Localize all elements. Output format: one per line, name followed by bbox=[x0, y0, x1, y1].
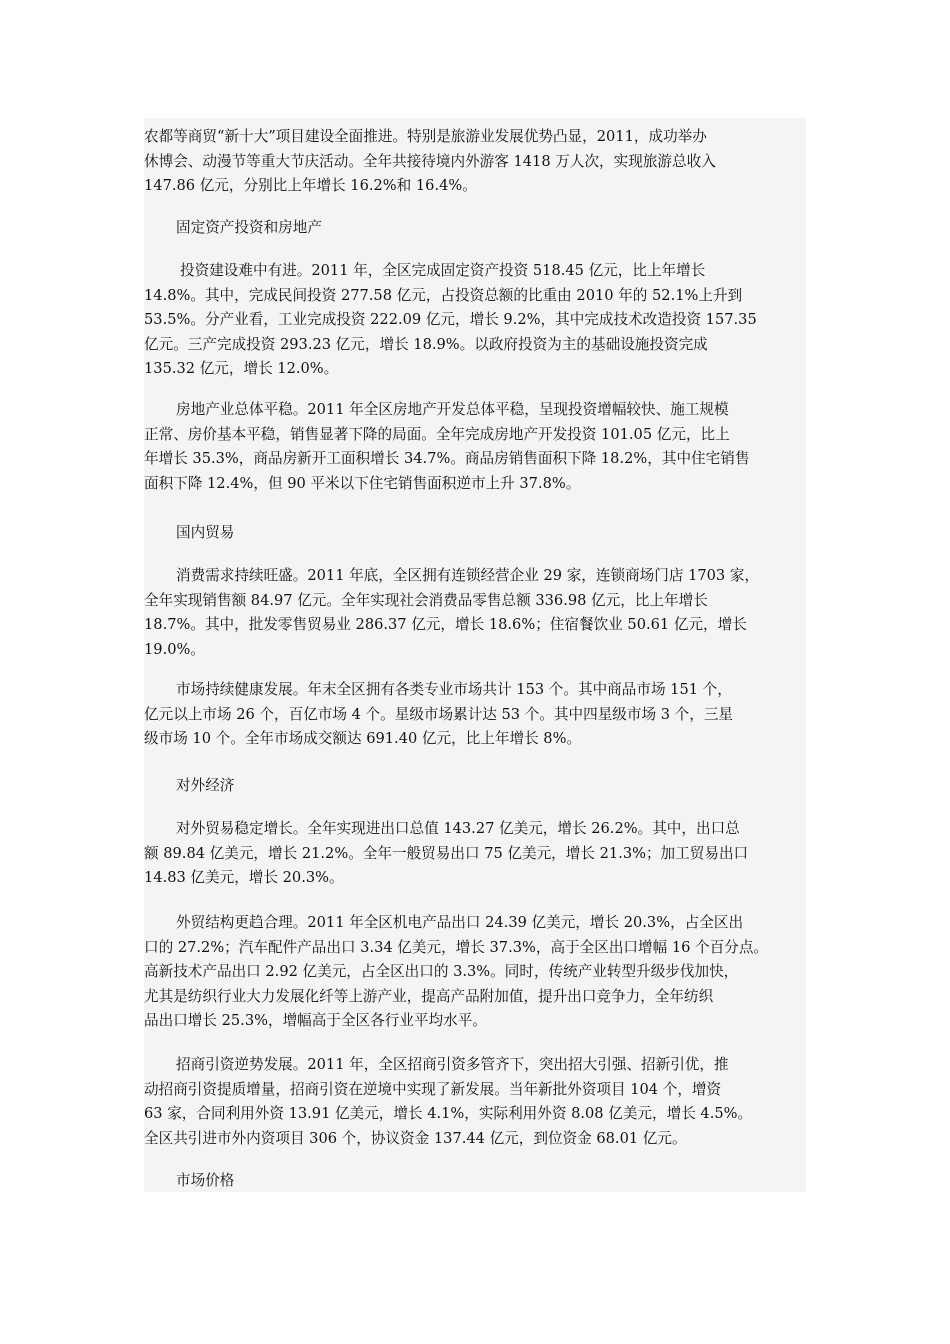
text-line: 14.83 亿美元，增长 20.3%。 bbox=[144, 869, 344, 887]
text-line: 面积下降 12.4%，但 90 平米以下住宅销售面积逆市上升 37.8%。 bbox=[144, 474, 581, 492]
text-line: 53.5%。分产业看，工业完成投资 222.09 亿元，增长 9.2%，其中完成技术改造投资 157.35 bbox=[144, 311, 757, 329]
text-line: 动招商引资提质增量，招商引资在逆境中实现了新发展。当年新批外资项目 104 个，增资 bbox=[144, 1080, 722, 1098]
paragraph-real-estate bbox=[144, 398, 806, 496]
section-heading-fixed-asset-investment bbox=[144, 216, 806, 241]
section-heading-market-prices bbox=[144, 1169, 806, 1194]
text-line: 投资建设难中有进。2011 年，全区完成固定资产投资 518.45 亿元，比上年增长 bbox=[180, 262, 706, 279]
document-page bbox=[144, 118, 806, 1192]
text-line: 亿元。三产完成投资 293.23 亿元，增长 18.9%。以政府投资为主的基础设施投资完成 bbox=[144, 335, 708, 353]
text-line: 147.86 亿元，分别比上年增长 16.2%和 16.4%。 bbox=[144, 177, 477, 195]
paragraph-consumption bbox=[144, 564, 806, 662]
heading-text: 固定资产投资和房地产 bbox=[176, 219, 322, 236]
text-line: 休博会、动漫节等重大节庆活动。全年共接待境内外游客 1418 万人次，实现旅游总收入 bbox=[144, 152, 716, 170]
text-line: 级市场 10 个。全年市场成交额达 691.40 亿元，比上年增长 8%。 bbox=[144, 730, 582, 748]
text-line: 年增长 35.3%，商品房新开工面积增长 34.7%。商品房销售面积下降 18.2%，其中住宅销售 bbox=[144, 450, 750, 468]
text-line: 亿元以上市场 26 个，百亿市场 4 个。星级市场累计达 53 个。其中四星级市场 3 个，三星 bbox=[144, 705, 734, 723]
text-line: 135.32 亿元，增长 12.0%。 bbox=[144, 360, 339, 378]
text-line: 农都等商贸“新十大”项目建设全面推进。特别是旅游业发展优势凸显，2011，成功举办 bbox=[144, 128, 707, 145]
heading-text: 对外经济 bbox=[176, 777, 235, 794]
text-line: 消费需求持续旺盛。2011 年底，全区拥有连锁经营企业 29 家，连锁商场门店 1703 家， bbox=[176, 567, 760, 584]
text-line: 市场持续健康发展。年末全区拥有各类专业市场共计 153 个。其中商品市场 151 个， bbox=[176, 681, 732, 698]
text-line: 额 89.84 亿美元，增长 21.2%。全年一般贸易出口 75 亿美元，增长 21.3%；加工贸易出口 bbox=[144, 844, 749, 862]
text-line: 全年实现销售额 84.97 亿元。全年实现社会消费品零售总额 336.98 亿元，比上年增长 bbox=[144, 591, 708, 609]
text-line: 尤其是纺织行业大力发展化纤等上游产业，提高产品附加值，提升出口竞争力，全年纺织 bbox=[144, 987, 714, 1005]
text-line: 对外贸易稳定增长。全年实现进出口总值 143.27 亿美元，增长 26.2%。其中，出口总 bbox=[176, 820, 740, 837]
heading-text: 市场价格 bbox=[176, 1172, 235, 1189]
text-line: 品出口增长 25.3%，增幅高于全区各行业平均水平。 bbox=[144, 1012, 487, 1030]
text-line: 19.0%。 bbox=[144, 640, 205, 658]
text-line: 正常、房价基本平稳，销售显著下降的局面。全年完成房地产开发投资 101.05 亿元，比上 bbox=[144, 425, 730, 443]
section-heading-domestic-trade bbox=[144, 521, 806, 546]
text-line: 房地产业总体平稳。2011 年全区房地产开发总体平稳，呈现投资增幅较快、施工规模 bbox=[176, 401, 729, 418]
paragraph-trade-structure bbox=[144, 911, 806, 1034]
paragraph-foreign-trade bbox=[144, 817, 806, 891]
text-line: 63 家，合同利用外资 13.91 亿美元，增长 4.1%，实际利用外资 8.08 亿美元，增长 4.5%。 bbox=[144, 1105, 753, 1123]
paragraph-investment-attraction bbox=[144, 1053, 806, 1151]
text-line: 14.8%。其中，完成民间投资 277.58 亿元，占投资总额的比重由 2010 年的 52.1%上升到 bbox=[144, 286, 743, 304]
text-line: 高新技术产品出口 2.92 亿美元，占全区出口的 3.3%。同时，传统产业转型升级步伐加快， bbox=[144, 963, 739, 981]
paragraph-markets bbox=[144, 678, 806, 752]
text-line: 招商引资逆势发展。2011 年，全区招商引资多管齐下，突出招大引强、招新引优，推 bbox=[176, 1056, 729, 1073]
heading-text: 国内贸易 bbox=[176, 524, 235, 541]
paragraph-investment bbox=[144, 259, 806, 382]
section-heading-foreign-economy bbox=[144, 774, 806, 799]
text-line: 口的 27.2%；汽车配件产品出口 3.34 亿美元，增长 37.3%，高于全区出口增幅 16 个百分点。 bbox=[144, 938, 769, 956]
text-line: 18.7%。其中，批发零售贸易业 286.37 亿元，增长 18.6%；住宿餐饮业 50.61 亿元，增长 bbox=[144, 616, 747, 634]
text-line: 外贸结构更趋合理。2011 年全区机电产品出口 24.39 亿美元，增长 20.3%，占全区出 bbox=[176, 914, 744, 931]
text-line: 全区共引进市外内资项目 306 个，协议资金 137.44 亿元，到位资金 68.01 亿元。 bbox=[144, 1129, 687, 1147]
paragraph-tourism bbox=[144, 125, 806, 199]
